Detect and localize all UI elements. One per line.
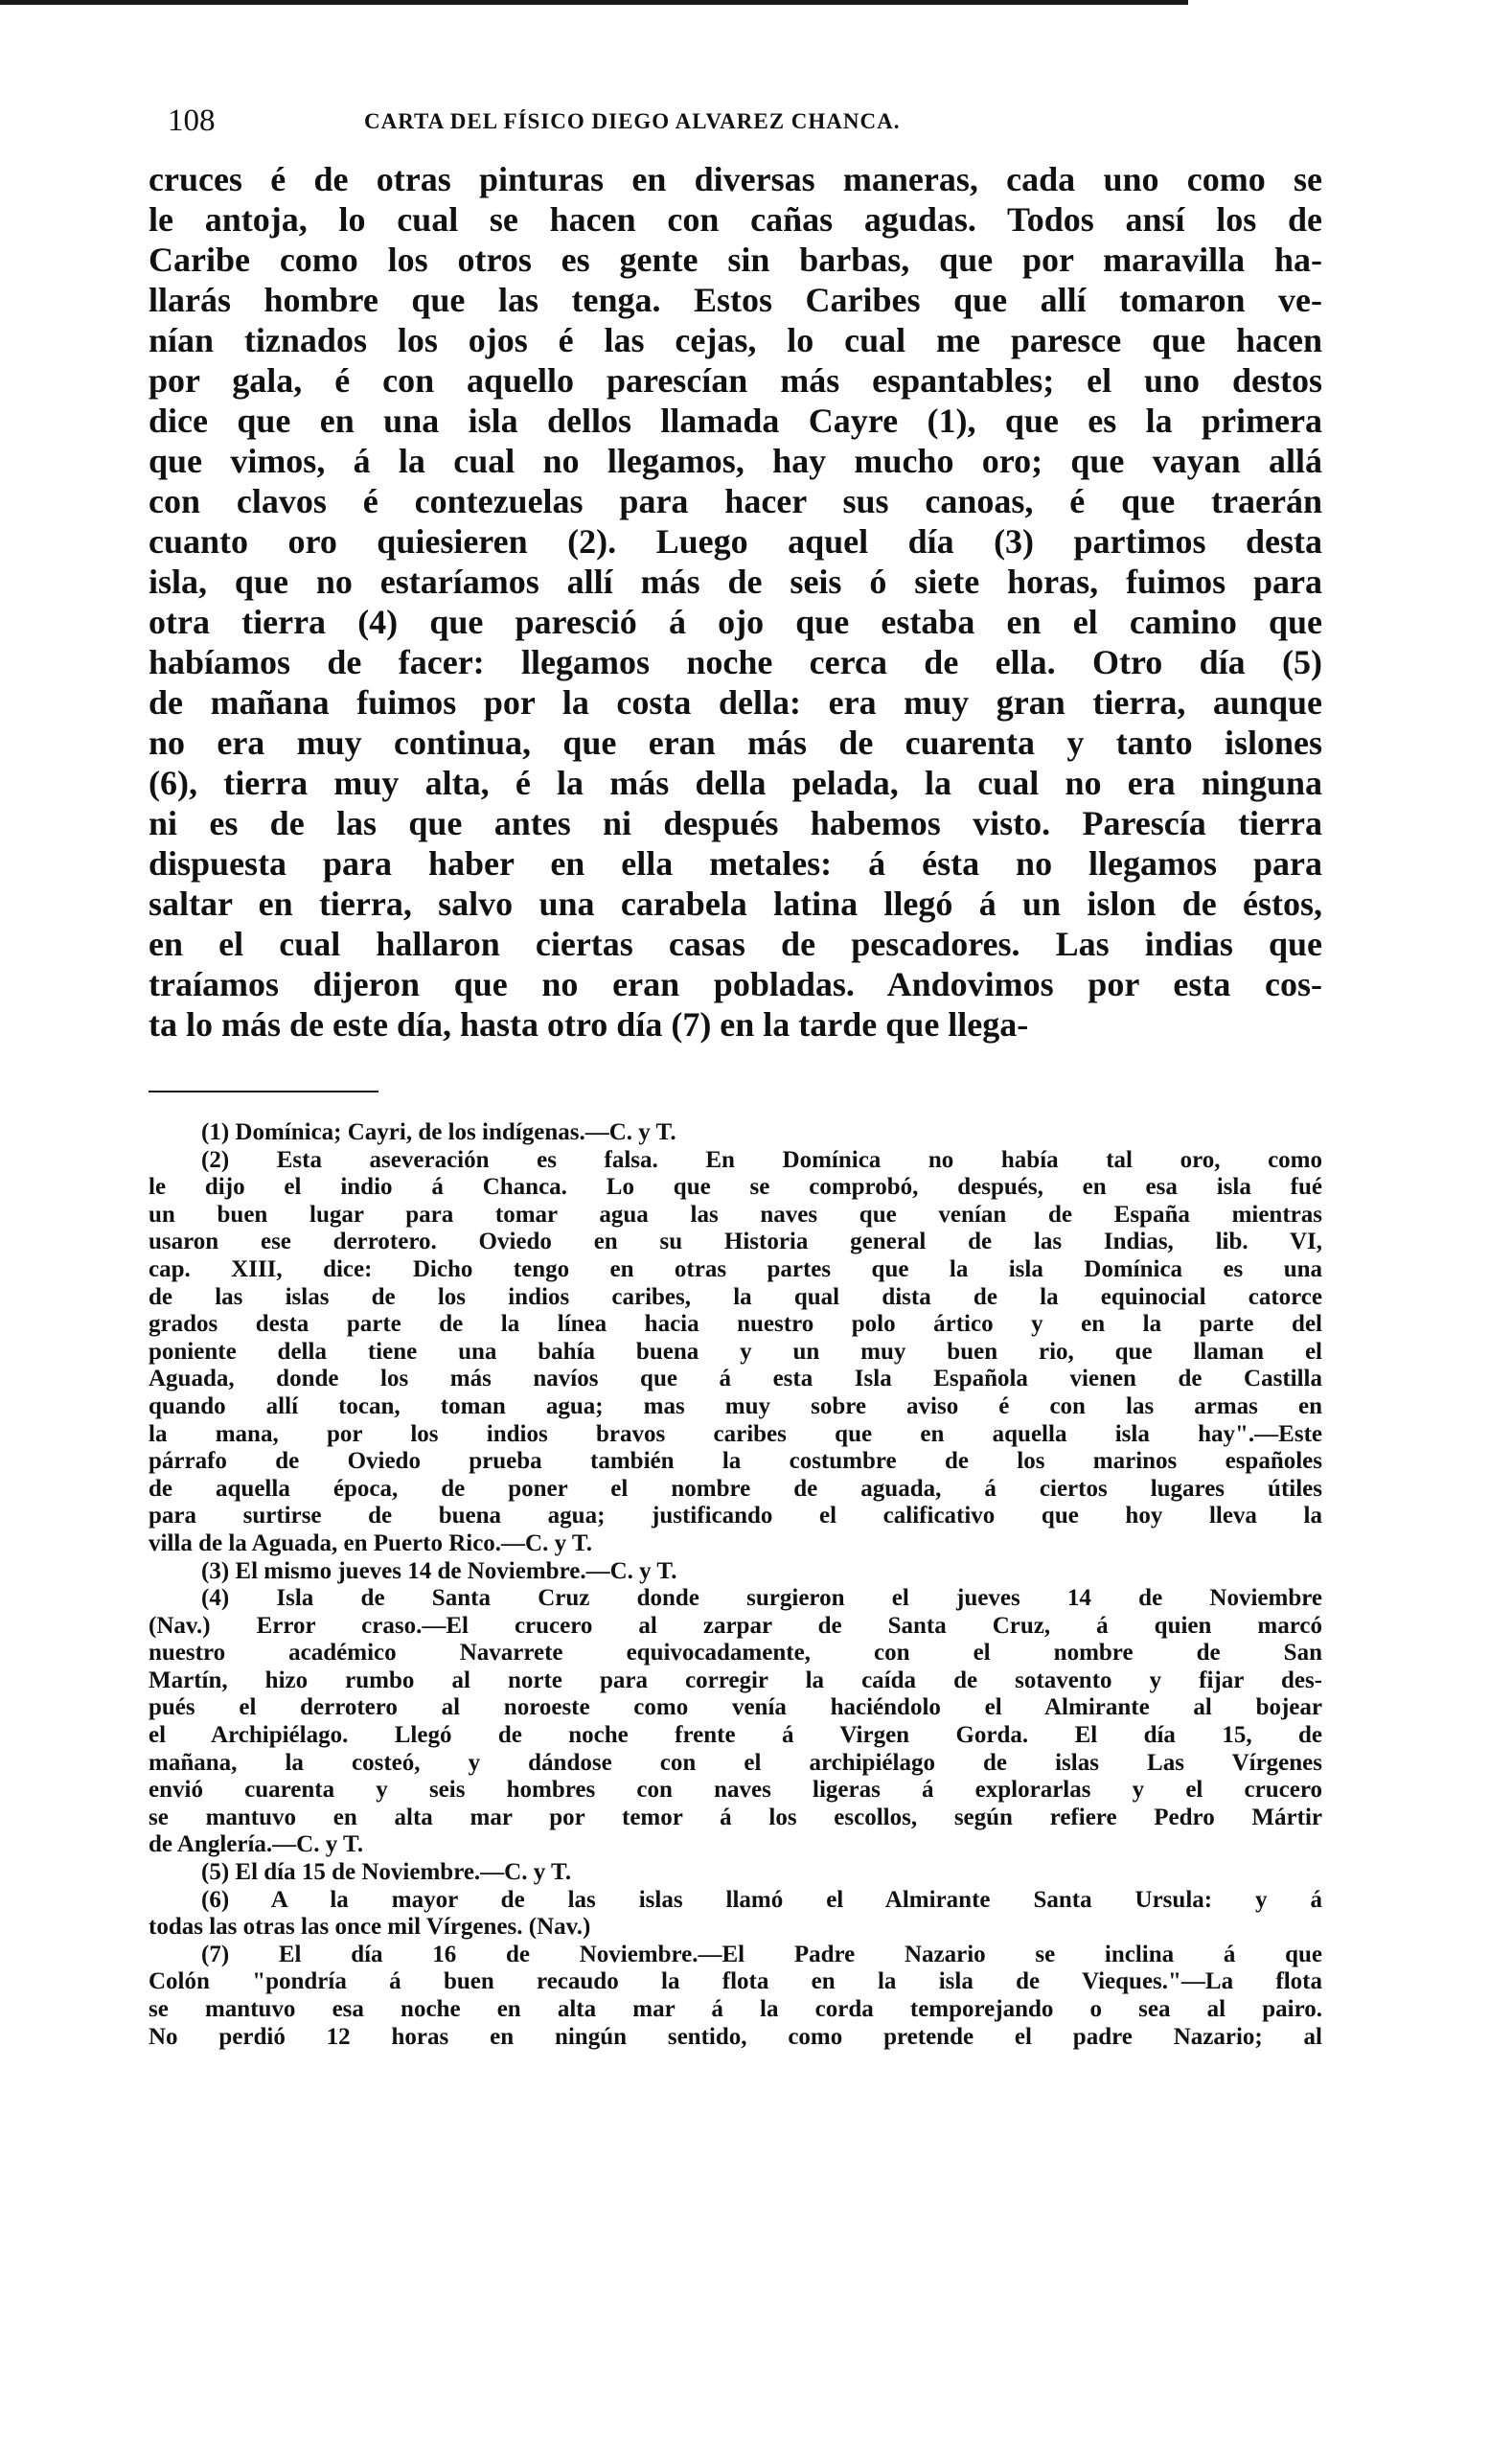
footnote-line: el Archipiélago. Llegó de noche frente á Virgen Gorda. El día 15, de (149, 1722, 1322, 1749)
footnote-line: (3) El mismo jueves 14 de Noviembre.—C. y T. (201, 1557, 677, 1584)
footnote-line: Martín, hizo rumbo al norte para corregir la caída de sotavento y fijar des- (149, 1667, 1322, 1693)
footnote-separator (149, 1091, 378, 1092)
footnote-line: poniente della tiene una bahía buena y un muy buen rio, que llaman el (149, 1338, 1322, 1365)
footnote-line: Aguada, donde los más navíos que á esta Isla Española vienen de Castilla (149, 1366, 1322, 1392)
page-number: 108 (168, 103, 216, 138)
footnote-line: (5) El día 15 de Noviembre.—C. y T. (201, 1859, 572, 1886)
footnote-line: (7) El día 16 de Noviembre.—El Padre Nazario se inclina á que (201, 1941, 1322, 1967)
body-line: por gala, é con aquello parescían más espantables; el uno destos (149, 361, 1322, 400)
footnote-line: la mana, por los indios bravos caribes que en aquella isla hay".—Este (149, 1420, 1322, 1447)
top-edge-rule (0, 0, 1188, 5)
footnote-line: le dijo el indio á Chanca. Lo que se comprobó, después, en esa isla fué (149, 1174, 1322, 1201)
body-line: ta lo más de este día, hasta otro día (7) en la tarde que llega- (149, 1005, 1029, 1044)
body-line: llarás hombre que las tenga. Estos Caribes que allí tomaron ve- (149, 281, 1322, 319)
body-line: de mañana fuimos por la costa della: era muy gran tierra, aunque (149, 683, 1322, 722)
footnote-line: mañana, la costeó, y dándose con el archipiélago de islas Las Vírgenes (149, 1749, 1322, 1776)
body-line: dice que en una isla dellos llamada Cayre (1), que es la primera (149, 402, 1322, 440)
footnote-line: se mantuvo en alta mar por temor á los escollos, según refiere Pedro Mártir (149, 1804, 1322, 1830)
body-line: le antoja, lo cual se hacen con cañas agudas. Todos ansí los de (149, 200, 1322, 239)
footnote-line: todas las otras las once mil Vírgenes. (Nav.) (149, 1914, 591, 1941)
body-line: no era muy continua, que eran más de cuarenta y tanto islones (149, 724, 1322, 762)
footnote-line: pués el derrotero al noroeste como venía haciéndolo el Almirante al bojear (149, 1694, 1322, 1721)
body-line: isla, que no estaríamos allí más de seis ó siete horas, fuimos para (149, 563, 1322, 601)
footnote-line: nuestro académico Navarrete equivocadamente, con el nombre de San (149, 1640, 1322, 1667)
footnote-line: No perdió 12 horas en ningún sentido, como pretende el padre Nazario; al (149, 2023, 1322, 2050)
main-text (149, 159, 1322, 1045)
footnote-line: (6) A la mayor de las islas llamó el Almirante Santa Ursula: y á (201, 1886, 1322, 1913)
body-line: cuanto oro quiesieren (2). Luego aquel día (3) partimos desta (149, 522, 1322, 561)
footnote-line: (2) Esta aseveración es falsa. En Domínica no había tal oro, como (201, 1146, 1322, 1173)
footnote-line: un buen lugar para tomar agua las naves que venían de España mientras (149, 1201, 1322, 1228)
footnote-line: quando allí tocan, toman agua; mas muy sobre aviso é con las armas en (149, 1392, 1322, 1419)
body-line: saltar en tierra, salvo una carabela latina llegó á un islon de éstos, (149, 885, 1322, 923)
footnote-line: de aquella época, de poner el nombre de aguada, á ciertos lugares útiles (149, 1475, 1322, 1502)
body-line: que vimos, á la cual no llegamos, hay mucho oro; que vayan allá (149, 442, 1322, 480)
book-page (149, 96, 1322, 2051)
footnote-line: se mantuvo esa noche en alta mar á la corda temporejando o sea al pairo. (149, 1996, 1322, 2022)
body-line: otra tierra (4) que paresció á ojo que estaba en el camino que (149, 603, 1322, 641)
body-line: dispuesta para haber en ella metales: á ésta no llegamos para (149, 844, 1322, 883)
body-line: con clavos é contezuelas para hacer sus canoas, é que traerán (149, 482, 1322, 520)
body-line: en el cual hallaron ciertas casas de pescadores. Las indias que (149, 925, 1322, 963)
footnote-line: usaron ese derrotero. Oviedo en su Historia general de las Indias, lib. VI, (149, 1229, 1322, 1255)
footnote-line: Colón "pondría á buen recaudo la flota en la isla de Vieques."—La flota (149, 1968, 1322, 1995)
footnotes (149, 1119, 1322, 2051)
body-line: habíamos de facer: llegamos noche cerca de ella. Otro día (5) (149, 643, 1322, 681)
body-line: traíamos dijeron que no eran pobladas. Andovimos por esta cos- (149, 965, 1322, 1003)
footnote-line: para surtirse de buena agua; justificando el calificativo que hoy lleva la (149, 1503, 1322, 1529)
body-line: (6), tierra muy alta, é la más della pelada, la cual no era ninguna (149, 764, 1322, 802)
footnote-line: cap. XIII, dice: Dicho tengo en otras partes que la isla Domínica es una (149, 1255, 1322, 1282)
footnote-line: de las islas de los indios caribes, la qual dista de la equinocial catorce (149, 1283, 1322, 1310)
footnote-line: (1) Domínica; Cayri, de los indígenas.—C. y T. (201, 1119, 676, 1145)
footnote-line: párrafo de Oviedo prueba también la costumbre de los marinos españoles (149, 1448, 1322, 1475)
body-line: Caribe como los otros es gente sin barbas, que por maravilla ha- (149, 241, 1322, 279)
body-line: nían tiznados los ojos é las cejas, lo cual me paresce que hacen (149, 321, 1322, 359)
footnote-line: grados desta parte de la línea hacia nuestro polo ártico y en la parte del (149, 1311, 1322, 1338)
footnote-line: (4) Isla de Santa Cruz donde surgieron el jueves 14 de Noviembre (201, 1585, 1322, 1612)
footnote-line: envió cuarenta y seis hombres con naves ligeras á explorarlas y el crucero (149, 1777, 1322, 1804)
footnote-line: villa de la Aguada, en Puerto Rico.—C. y T. (149, 1529, 592, 1556)
running-title: CARTA DEL FÍSICO DIEGO ALVAREZ CHANCA. (364, 109, 901, 133)
body-line: ni es de las que antes ni después habemos visto. Parescía tierra (149, 804, 1322, 842)
body-line: cruces é de otras pinturas en diversas maneras, cada uno como se (149, 160, 1322, 198)
footnote-line: (Nav.) Error craso.—El crucero al zarpar de Santa Cruz, á quien marcó (149, 1612, 1322, 1639)
footnote-line: de Anglería.—C. y T. (149, 1831, 364, 1858)
running-head (149, 96, 1322, 153)
